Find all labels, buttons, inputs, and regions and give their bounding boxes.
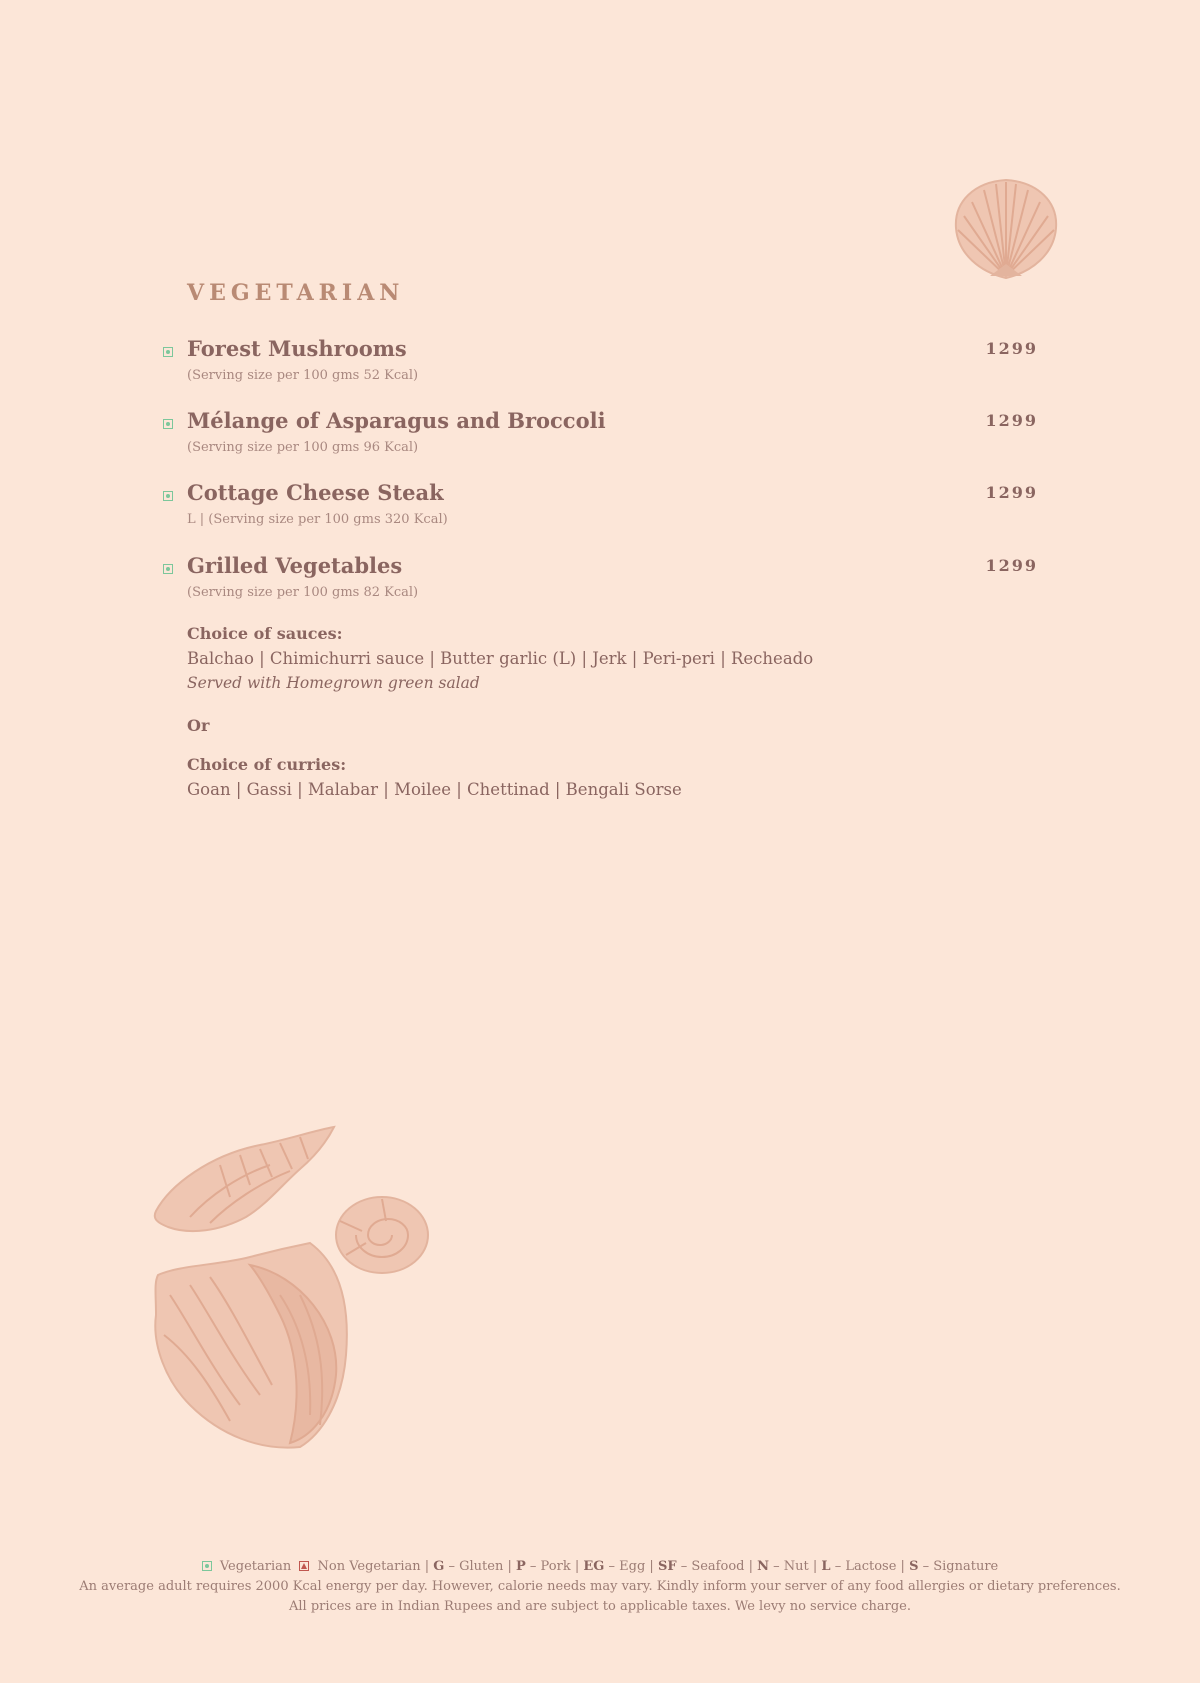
- legend-code: S: [909, 1559, 919, 1574]
- legend-line: [0, 1557, 1200, 1577]
- item-serving-info: (Serving size per 100 gms 96 Kcal): [187, 440, 419, 455]
- legend-code: P: [516, 1559, 526, 1574]
- sauces-note: Served with Homegrown green salad: [187, 674, 480, 692]
- seashells-icon: [150, 1125, 440, 1465]
- section-title: VEGETARIAN: [187, 280, 405, 306]
- legend-code: EG: [583, 1559, 605, 1574]
- legend-veg-label: Vegetarian: [219, 1559, 292, 1574]
- item-name: Grilled Vegetables: [187, 553, 403, 578]
- legend-code: SF: [657, 1559, 677, 1574]
- item-name: Cottage Cheese Steak: [187, 480, 444, 505]
- item-price: 1299: [985, 483, 1038, 502]
- legend-nonveg-label: Non Vegetarian |: [317, 1559, 430, 1574]
- curries-block: [187, 755, 987, 799]
- item-price: 1299: [985, 411, 1038, 430]
- footer: [0, 1557, 1200, 1617]
- menu-item: [160, 336, 1040, 396]
- legend-code: L: [821, 1559, 831, 1574]
- menu-item: [160, 408, 1040, 468]
- legend-label: – Gluten |: [448, 1559, 512, 1574]
- sauces-options: Balchao | Chimichurri sauce | Butter garlic (L) | Jerk | Peri-peri | Recheado: [187, 649, 814, 668]
- menu-item: [160, 553, 1040, 613]
- sauces-block: [187, 624, 987, 692]
- menu-item: [160, 480, 1040, 540]
- item-price: 1299: [985, 339, 1038, 358]
- item-serving-info: (Serving size per 100 gms 52 Kcal): [187, 368, 419, 383]
- curries-heading: Choice of curries:: [187, 755, 347, 774]
- legend-code: G: [433, 1559, 445, 1574]
- legend-label: – Egg |: [608, 1559, 654, 1574]
- veg-icon: [163, 419, 173, 429]
- legend-label: – Signature: [922, 1559, 999, 1574]
- legend-code: N: [757, 1559, 770, 1574]
- item-name: Mélange of Asparagus and Broccoli: [187, 408, 606, 433]
- legend-label: – Nut |: [773, 1559, 818, 1574]
- veg-icon: [163, 347, 173, 357]
- footer-note: An average adult requires 2000 Kcal energy per day. However, calorie needs may vary. Kindly inform your server of any food allergies or dietary preferences.: [79, 1579, 1121, 1594]
- curries-options: Goan | Gassi | Malabar | Moilee | Chettinad | Bengali Sorse: [187, 780, 682, 799]
- sauces-heading: Choice of sauces:: [187, 624, 343, 643]
- item-name: Forest Mushrooms: [187, 336, 407, 361]
- legend-label: – Pork |: [529, 1559, 580, 1574]
- legend-label: – Lactose |: [834, 1559, 905, 1574]
- nonveg-icon: [299, 1561, 309, 1571]
- item-serving-info: L | (Serving size per 100 gms 320 Kcal): [187, 512, 448, 527]
- item-price: 1299: [985, 556, 1038, 575]
- veg-icon: [202, 1561, 212, 1571]
- veg-icon: [163, 491, 173, 501]
- veg-icon: [163, 564, 173, 574]
- item-serving-info: (Serving size per 100 gms 82 Kcal): [187, 585, 419, 600]
- scallop-shell-icon: [950, 172, 1062, 282]
- footer-note: All prices are in Indian Rupees and are subject to applicable taxes. We levy no service charge.: [288, 1599, 912, 1614]
- or-label: Or: [187, 716, 210, 735]
- legend-label: – Seafood |: [680, 1559, 753, 1574]
